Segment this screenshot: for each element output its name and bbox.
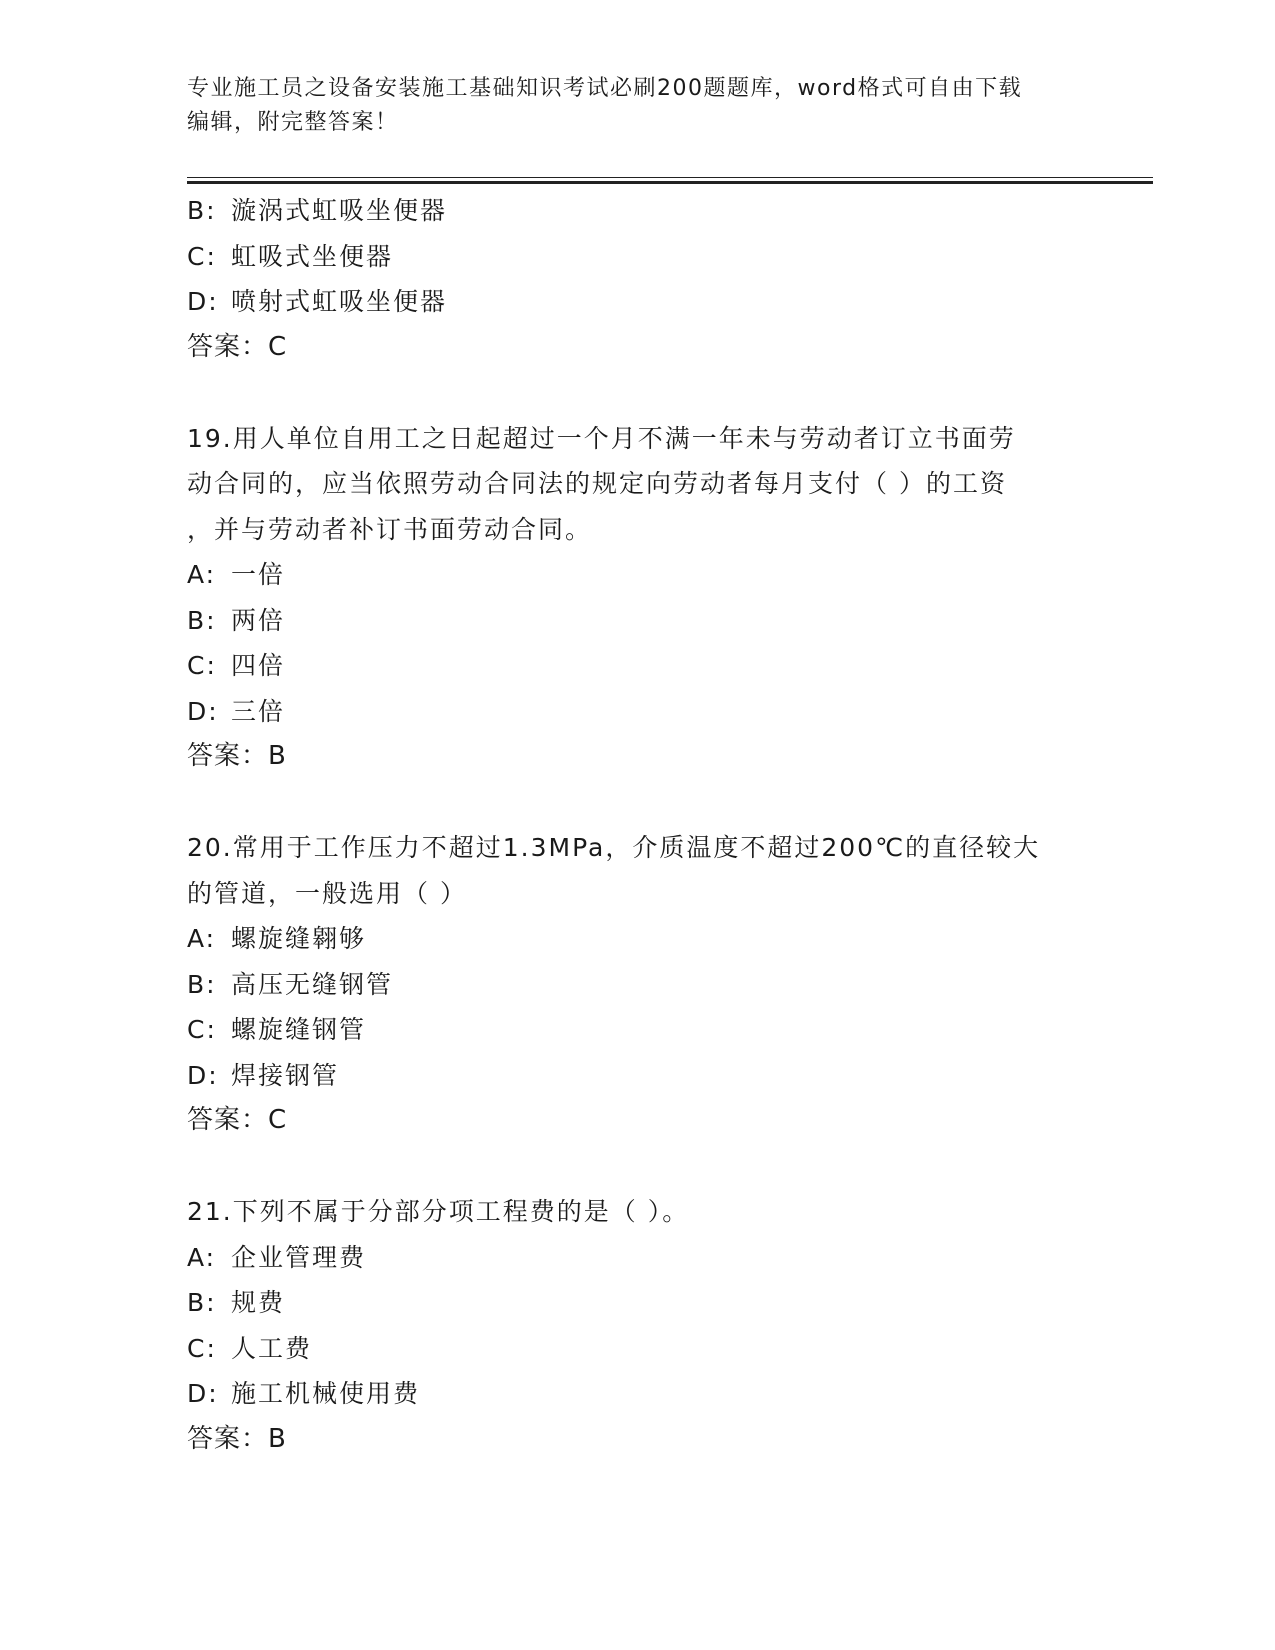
option-text: 施工机械使用费 [231, 1379, 421, 1408]
question-21 [187, 1189, 1087, 1462]
option-row [187, 689, 1087, 735]
document-header [187, 72, 1067, 140]
option-letter: C: [187, 1333, 217, 1363]
question-text-line: 21.下列不属于分部分项工程费的是（ ）。 [187, 1197, 690, 1226]
question-text-line: 动合同的，应当依照劳动合同法的规定向劳动者每月支付（ ）的工资 [187, 469, 1007, 498]
option-letter: D: [187, 696, 219, 726]
option-letter: B: [187, 1288, 217, 1317]
option-text: 虹吸式坐便器 [231, 241, 394, 271]
carryover-block [187, 188, 1087, 370]
header-line-1: 专业施工员之设备安装施工基础知识考试必刷200题题库，word格式可自由下载 [187, 76, 1023, 101]
option-letter: C: [187, 241, 217, 271]
option-row [187, 643, 1087, 689]
option-row [187, 1326, 1087, 1372]
header-line-2: 编辑，附完整答案！ [187, 110, 399, 135]
option-row [187, 598, 1087, 644]
option-text: 焊接钢管 [231, 1060, 340, 1090]
option-text: 规费 [231, 1288, 286, 1317]
option-letter: D: [187, 287, 219, 316]
option-row [187, 1235, 1087, 1281]
question-text-line: ，并与劳动者补订书面劳动合同。 [187, 514, 593, 544]
option-text: 漩涡式虹吸坐便器 [231, 196, 448, 225]
option-row [187, 234, 1087, 280]
option-text: 人工费 [231, 1333, 313, 1363]
answer-line: 答案：B [187, 741, 287, 771]
option-text: 三倍 [231, 696, 286, 726]
option-letter: D: [187, 1379, 219, 1408]
answer-line: 答案：C [187, 1105, 288, 1135]
option-row [187, 1280, 1087, 1326]
option-text: 螺旋缝翱够 [231, 924, 367, 953]
option-letter: A: [187, 924, 217, 953]
header-divider-thin [187, 177, 1153, 178]
option-text: 高压无缝钢管 [231, 969, 394, 999]
spacer [187, 1144, 1087, 1190]
option-text: 一倍 [231, 560, 286, 589]
option-letter: D: [187, 1060, 219, 1090]
option-letter: B: [187, 605, 217, 635]
spacer [187, 780, 1087, 826]
option-letter: A: [187, 1242, 217, 1272]
question-text-line: 20.常用于工作压力不超过1.3MPa，介质温度不超过200℃的直径较大 [187, 833, 1041, 862]
option-letter: B: [187, 969, 217, 999]
option-letter: C: [187, 1015, 217, 1044]
option-row [187, 1371, 1087, 1417]
answer-line: 答案：C [187, 331, 288, 362]
option-row [187, 1053, 1087, 1099]
option-letter: C: [187, 651, 217, 680]
option-row [187, 916, 1087, 962]
spacer [187, 370, 1087, 416]
option-text: 四倍 [231, 651, 286, 680]
option-row [187, 552, 1087, 598]
question-19 [187, 416, 1087, 780]
option-letter: B: [187, 196, 217, 225]
question-text-line: 19.用人单位自用工之日起超过一个月不满一年未与劳动者订立书面劳 [187, 423, 1016, 453]
option-text: 喷射式虹吸坐便器 [231, 287, 448, 316]
option-row [187, 1007, 1087, 1053]
option-row [187, 279, 1087, 325]
question-text-line: 的管道，一般选用（ ） [187, 878, 467, 908]
question-list [187, 188, 1087, 1462]
option-letter: A: [187, 560, 217, 589]
answer-line: 答案：B [187, 1423, 287, 1454]
option-text: 两倍 [231, 605, 286, 635]
header-divider-thick [187, 181, 1153, 184]
option-row [187, 962, 1087, 1008]
option-text: 企业管理费 [231, 1242, 367, 1272]
option-text: 螺旋缝钢管 [231, 1015, 367, 1044]
question-20 [187, 825, 1087, 1144]
option-row [187, 188, 1087, 234]
